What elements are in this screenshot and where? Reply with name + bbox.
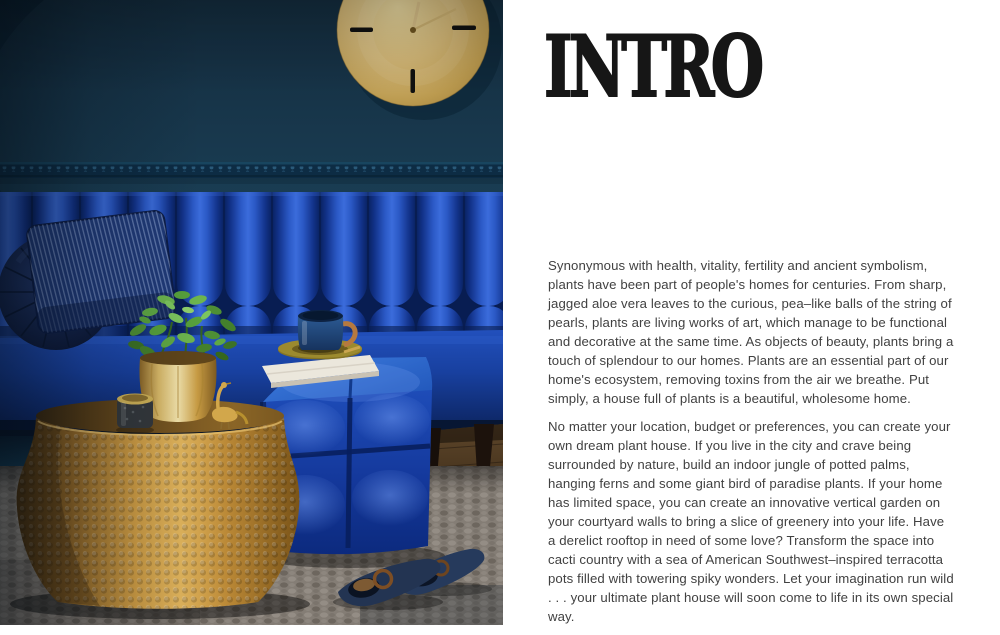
photo-page	[0, 0, 503, 625]
photo-vignette	[0, 0, 503, 625]
text-page	[503, 0, 1000, 625]
intro-text	[548, 256, 954, 635]
page-title: INTRO	[544, 17, 761, 116]
intro-paragraph-2: No matter your location, budget or preferences, you can create your own dream plant house. If you live in the city and crave being surrounded by nature, build an indoor jungle of potted palms, hanging ferns and some giant bird of paradise plants. If your home has limited space, you can create an innovative vertical garden on your courtyard walls to bring a slice of greenery into your life. Have a derelict rooftop in need of some love? Transform the space into cacti country with a sea of American Southwest–inspired terracotta pots filled with towering spiky wonders. Let your imagination run wild . . . your ultimate plant house will soon come to life in its own special way.	[548, 419, 954, 624]
intro-paragraph-1: Synonymous with health, vitality, fertility and ancient symbolism, plants have been part of people's homes for centuries. From sharp, jagged aloe vera leaves to the curious, pea–like balls of the string of pearls, plants are living works of art, which manage to be functional and decorative at the same time. As objects of beauty, plants bring a touch of splendour to our homes. Plants are an essential part of our home's ecosystem, removing toxins from the air we breathe. Put simply, a house full of plants is a beautiful, wholesome home.	[548, 258, 954, 406]
interior-photo	[0, 0, 503, 625]
